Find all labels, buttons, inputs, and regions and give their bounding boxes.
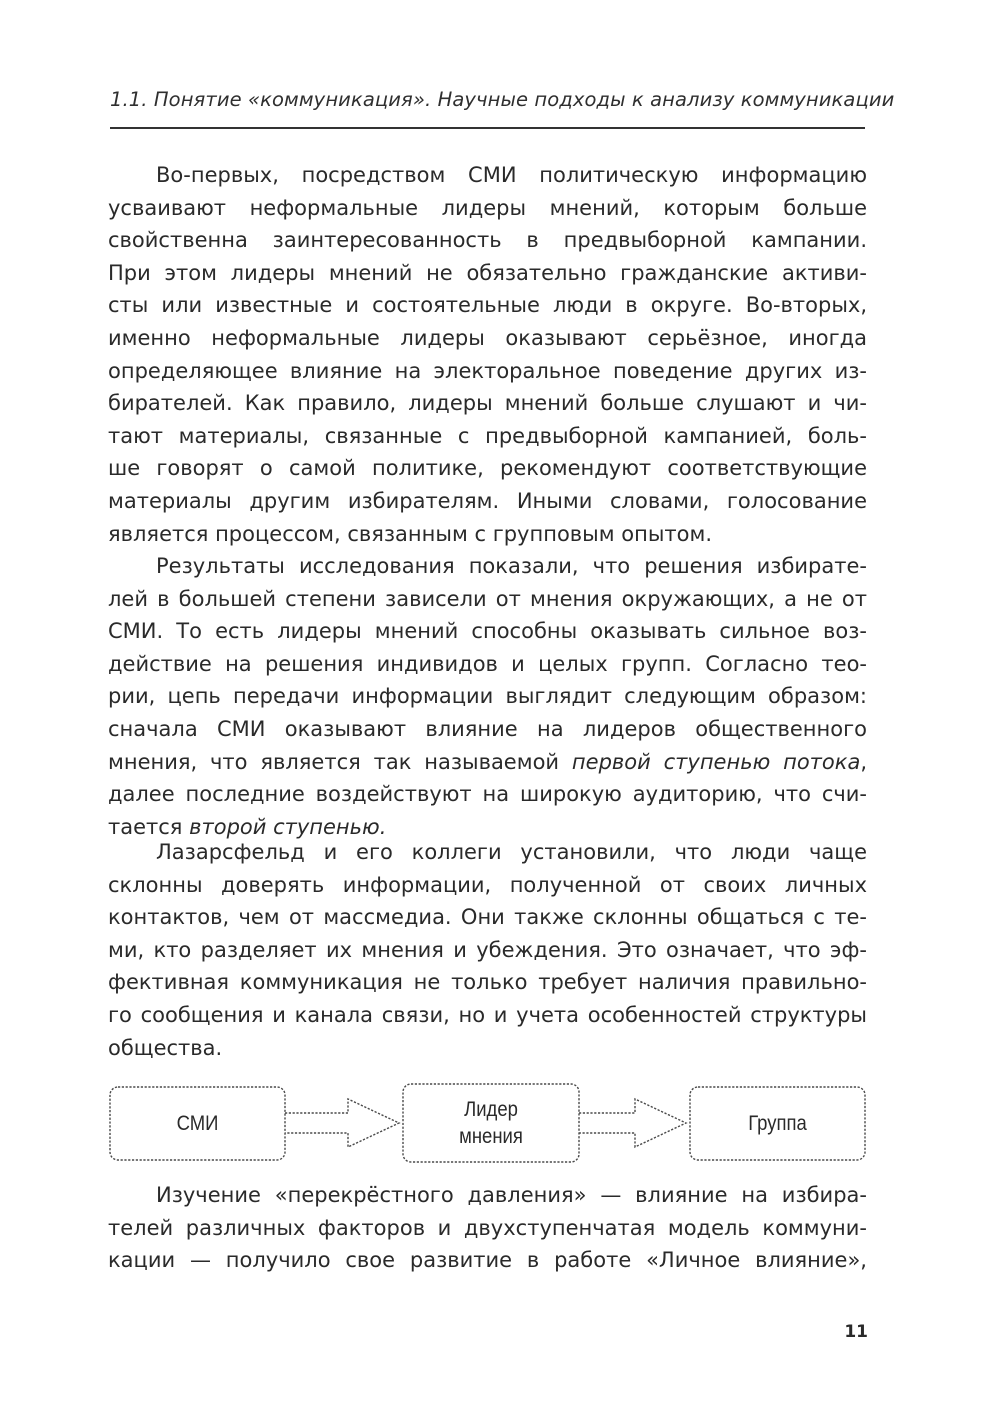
text-line: является процессом, связанным с групповым опытом. [108, 521, 713, 546]
text-line [108, 746, 867, 779]
text-line: сначала СМИ оказывают влияние на лидеров общественного [108, 716, 867, 741]
text-line: лей в большей степени зависели от мнения окружающих, а не от [108, 586, 867, 611]
text-line: кации — получило свое развитие в работе «Личное влияние», [108, 1248, 867, 1273]
running-header-title: 1.1. Понятие «коммуникация». Научные подходы к анализу коммуникации [110, 88, 895, 111]
box-opinion-leader-label [414, 1096, 569, 1150]
text-segment: мнения, что является так называемой [108, 749, 572, 774]
text-line: ми, кто разделяет их мнения и убеждения. Это означает, что эф- [108, 937, 867, 962]
text-line: го сообщения и канала связи, но и учета особенностей структуры [108, 1002, 867, 1027]
page-number: 11 [844, 1322, 868, 1342]
text-line: далее последние воздействуют на широкую аудиторию, что счи- [108, 782, 867, 807]
text-line: Результаты исследования показали, что решения избирате- [156, 554, 867, 578]
text-line: контактов, чем от массмедиа. Они также склонны общаться с те- [108, 905, 867, 930]
arrow-leader-to-group [579, 1099, 686, 1147]
text-line: усваивают неформальные лидеры мнений, которым больше [108, 195, 867, 220]
text-line: бирателей. Как правило, лидеры мнений больше слушают и чи- [108, 391, 867, 416]
text-line: Лазарсфельд и его коллеги установили, что люди чаще [156, 840, 867, 864]
text-segment: тается [108, 814, 190, 839]
box-opinion-leader-label-line1: Лидер [464, 1098, 518, 1121]
text-line: сты или известные и состоятельные люди в округе. Во-вторых, [108, 293, 867, 318]
text-line: ше говорят о самой политике, рекомендуют соответствующие [108, 456, 867, 481]
italic-term-second-step: второй ступенью. [189, 814, 387, 839]
text-line: именно неформальные лидеры оказывают серьёзное, иногда [108, 325, 867, 350]
text-line: Изучение «перекрёстного давления» — влияние на избира- [156, 1183, 867, 1207]
text-line: общества. [108, 1035, 223, 1060]
arrow-smi-to-leader [285, 1099, 399, 1147]
text-line: фективная коммуникация не только требует наличия правильно- [108, 970, 867, 995]
paragraph-2 [108, 550, 867, 843]
text-line: действие на решения индивидов и целых групп. Согласно тео- [108, 651, 867, 676]
text-line: Во-первых, посредством СМИ политическую информацию [156, 163, 867, 187]
box-opinion-leader-label-line2: мнения [459, 1125, 523, 1148]
text-line: рии, цепь передачи информации выглядит следующим образом: [108, 684, 867, 709]
paragraph-4 [108, 1179, 867, 1277]
paragraph-1 [108, 159, 867, 550]
text-segment: , [860, 749, 867, 774]
text-line: склонны доверять информации, полученной от своих личных [108, 872, 867, 897]
header-rule [110, 127, 865, 129]
text-line: материалы другим избирателям. Иными словами, голосование [108, 488, 867, 513]
box-smi-label: СМИ [176, 1112, 219, 1135]
text-line: телей различных факторов и двухступенчатая модель коммуни- [108, 1215, 867, 1240]
text-line: тают материалы, связанные с предвыборной кампанией, боль- [108, 423, 867, 448]
italic-term-first-step: первой ступенью потока [571, 749, 861, 774]
paragraph-3 [108, 836, 867, 1064]
flow-diagram [108, 1082, 868, 1164]
box-group-label: Группа [748, 1112, 807, 1135]
text-line: определяющее влияние на электоральное поведение других из- [108, 358, 867, 383]
text-line: СМИ. То есть лидеры мнений способны оказывать сильное воз- [108, 619, 867, 644]
text-line: При этом лидеры мнений не обязательно гражданские активи- [108, 260, 867, 285]
text-line: свойственна заинтересованность в предвыборной кампании. [108, 228, 867, 253]
